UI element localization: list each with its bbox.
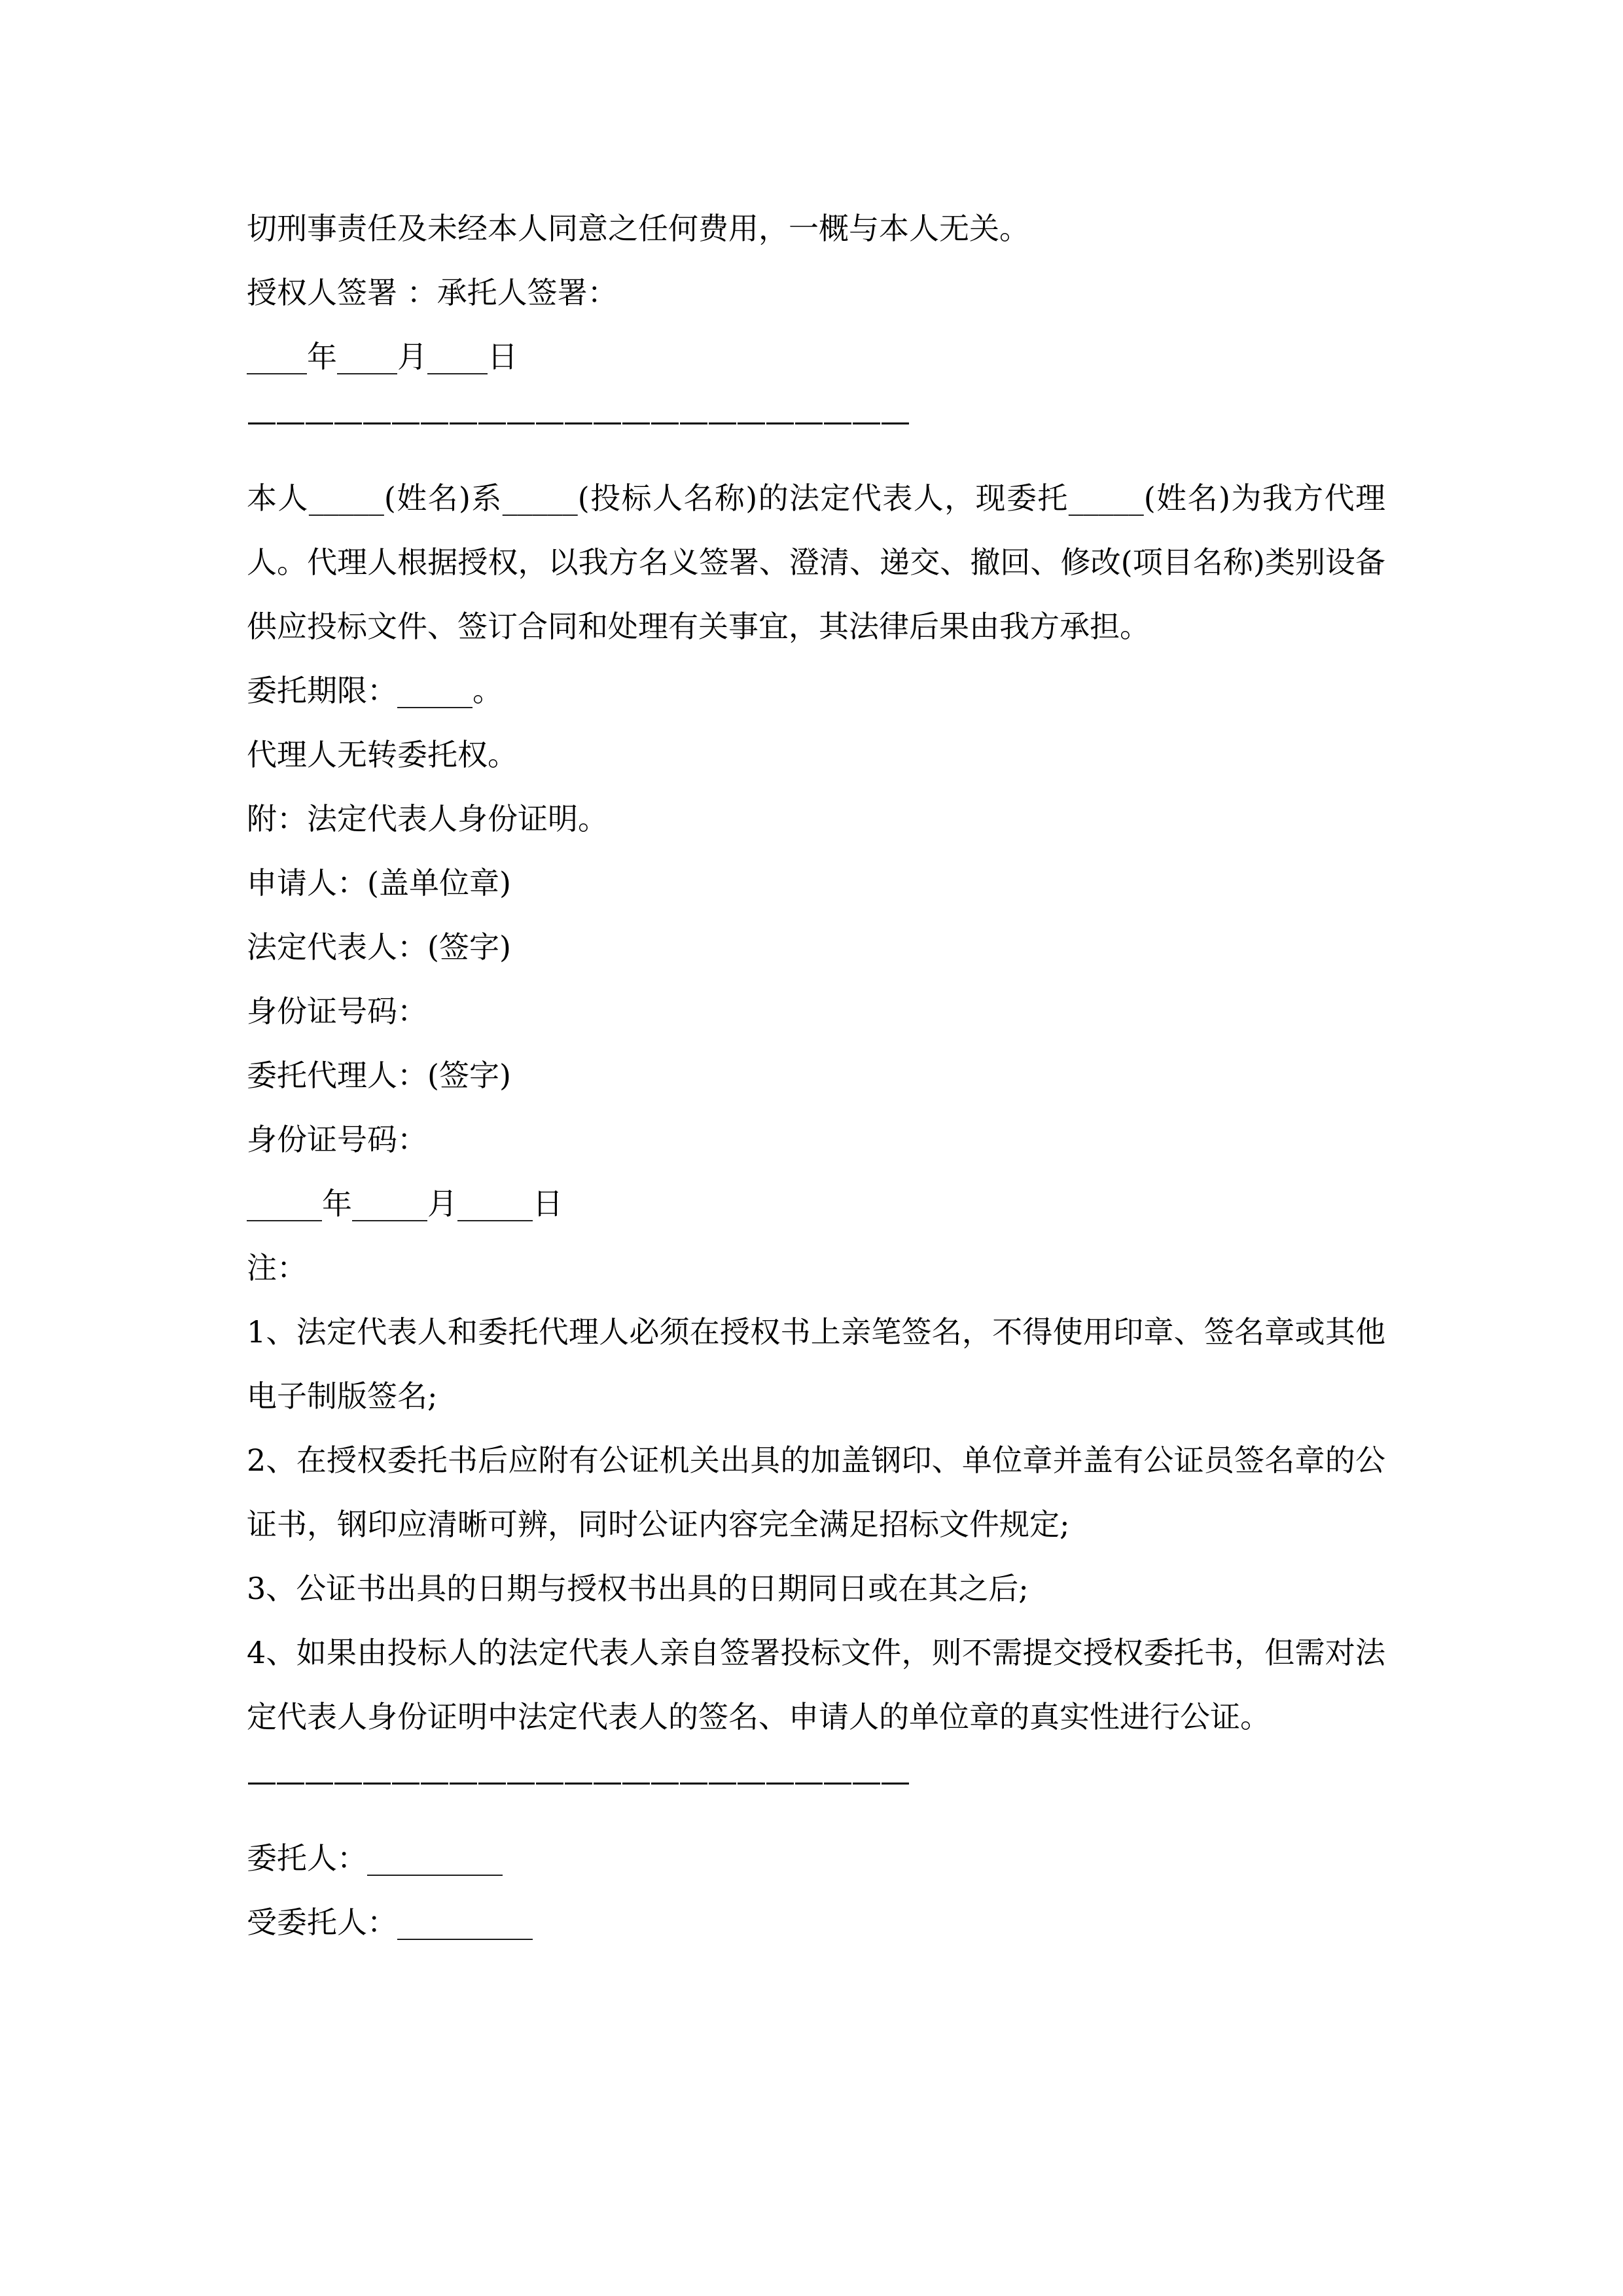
note-item-4: 4、如果由投标人的法定代表人亲自签署投标文件，则不需提交授权委托书，但需对法定代表人身份证明中法定代表人的签名、申请人的单位章的真实性进行公证。 — [247, 1635, 1385, 1734]
text-line-legal-rep: 法定代表人：(签字) — [247, 929, 511, 965]
notes-heading: 注： — [247, 1250, 307, 1285]
section-divider-2: ——————————————————————— — [247, 1763, 909, 1799]
text-line-attachment: 附：法定代表人身份证明。 — [247, 801, 608, 836]
spacer — [247, 453, 1385, 466]
text-line-id-number-2: 身份证号码： — [247, 1122, 427, 1157]
text-line-trustee: 受委托人：_________ — [247, 1905, 533, 1940]
note-item-1: 1、法定代表人和委托代理人必须在授权书上亲笔签名，不得使用印章、签名章或其他电子制版签名; — [247, 1314, 1385, 1414]
authorization-paragraph: 本人_____(姓名)系_____(投标人名称)的法定代表人，现委托_____(姓名)为我方代理人。代理人根据授权，以我方名义签署、澄清、递交、撤回、修改(项目名称)类别设备供应投标文件、签订合同和处理有关事宜，其法律后果由我方承担。 — [247, 480, 1385, 644]
date-line-2: _____年_____月_____日 — [247, 1186, 563, 1221]
note-item-3: 3、公证书出具的日期与授权书出具的日期同日或在其之后; — [247, 1571, 1029, 1606]
text-line-liability: 切刑事责任及未经本人同意之任何费用，一概与本人无关。 — [247, 211, 1029, 246]
text-line-no-subdelegation: 代理人无转委托权。 — [247, 737, 518, 772]
text-line-applicant: 申请人：(盖单位章) — [247, 865, 511, 901]
text-line-id-number: 身份证号码： — [247, 994, 427, 1029]
text-line-signatures: 授权人签署 ：承托人签署： — [247, 275, 618, 310]
text-line-principal: 委托人：_________ — [247, 1840, 503, 1876]
text-line-agent: 委托代理人：(签字) — [247, 1058, 511, 1093]
spacer-2 — [247, 1813, 1385, 1826]
section-divider: ——————————————————————— — [247, 403, 909, 439]
note-item-2: 2、在授权委托书后应附有公证机关出具的加盖钢印、单位章并盖有公证员签名章的公证书，钢印应清晰可辨，同时公证内容完全满足招标文件规定; — [247, 1443, 1385, 1542]
document-body — [247, 196, 1385, 1954]
text-line-term: 委托期限：_____。 — [247, 673, 503, 708]
date-line: ____年____月____日 — [247, 339, 518, 374]
